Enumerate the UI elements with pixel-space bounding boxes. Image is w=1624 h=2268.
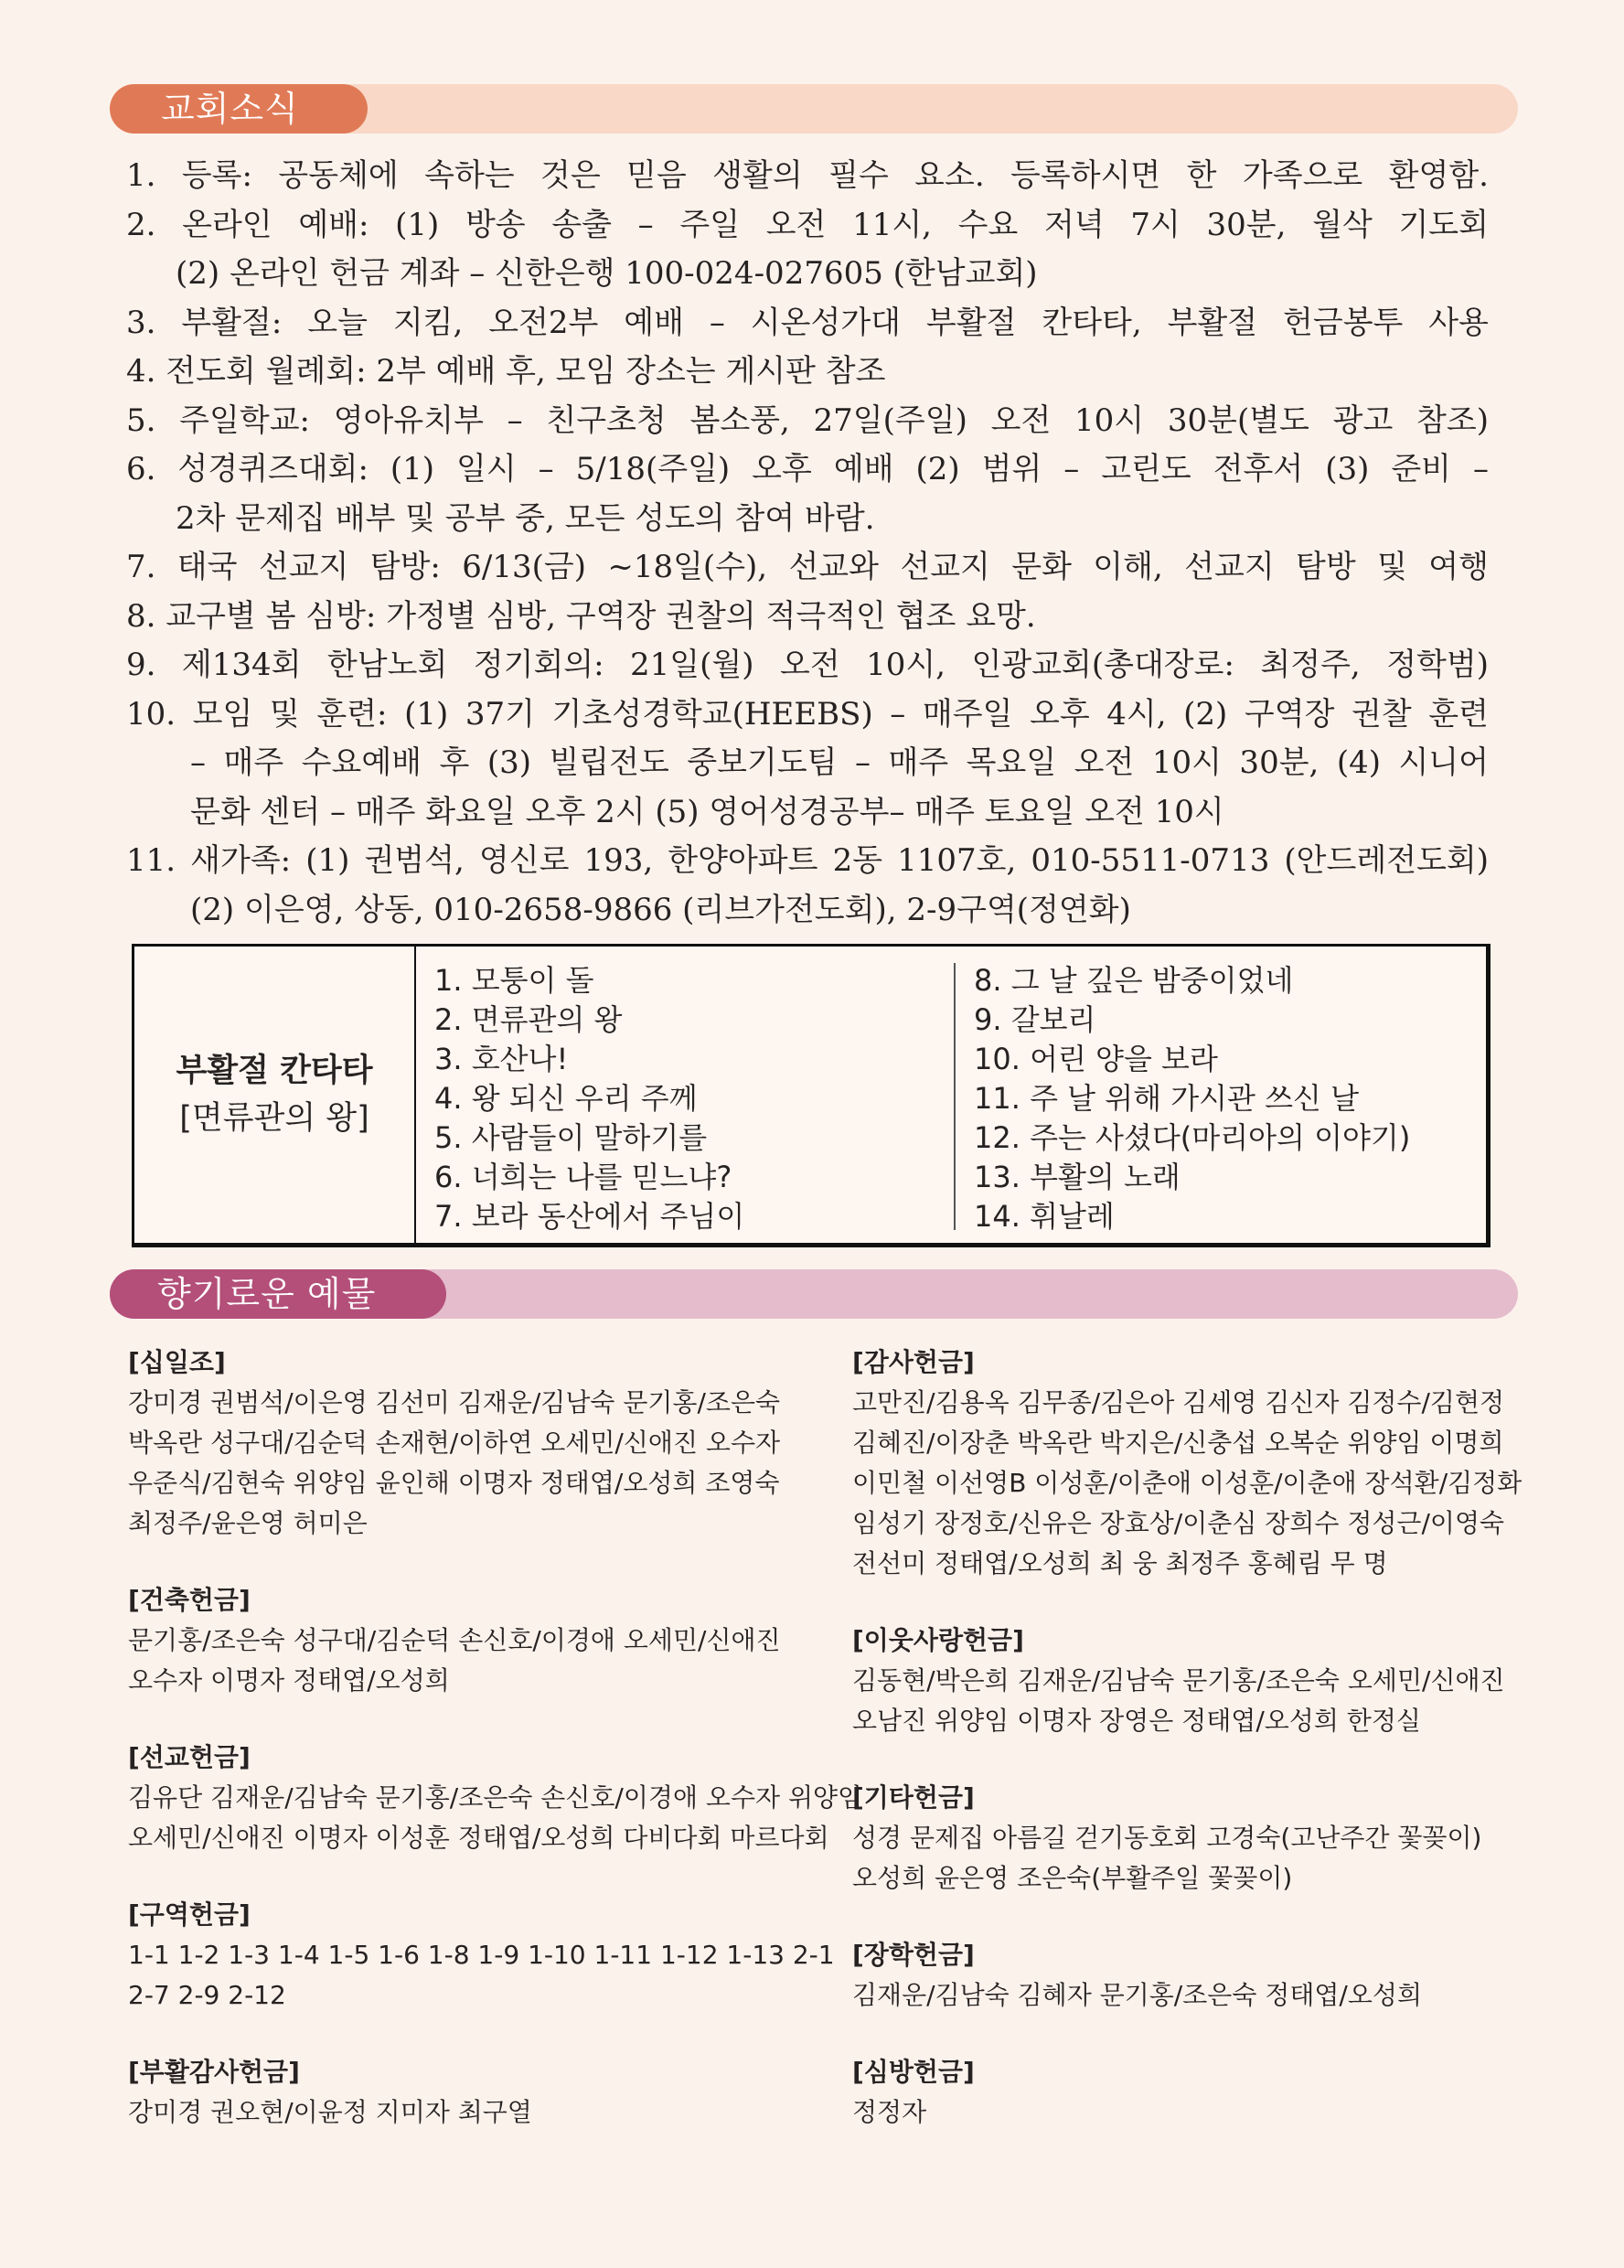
- news-item-line: 2차 문제집 배부 및 공부 중, 모든 성도의 참여 바람.: [176, 499, 875, 537]
- news-item: [126, 397, 1489, 446]
- news-item: [126, 299, 1489, 348]
- news-item-line: – 매주 수요예배 후 (3) 빌립전도 중보기도팀 – 매주 목요일 오전 10시 30분, (4) 시니어: [190, 744, 1489, 781]
- offering-group: [128, 1895, 835, 2016]
- news-item-line: 9. 제134회 한남노회 정기회의: 21일(월) 오전 10시, 인광교회(총대장로: 최정주, 정학범): [126, 647, 1489, 683]
- offering-group-title: [이웃사랑헌금]: [852, 1625, 1024, 1655]
- offering-donors-line: 오남진 위양임 이명자 장영은 정태엽/오성희 한정실: [852, 1706, 1421, 1736]
- cantata-title-cell: [134, 947, 416, 1243]
- news-item-line: 10. 모임 및 훈련: (1) 37기 기초성경학교(HEEBS) – 매주일 오후 4시, (2) 구역장 권찰 훈련: [126, 695, 1489, 733]
- offering-group: [852, 2052, 1492, 2133]
- offering-donors-line: 박옥란 성구대/김순덕 손재현/이하연 오세민/신애진 오수자: [128, 1428, 781, 1458]
- cantata-song: 3. 호산나!: [434, 1042, 569, 1076]
- offerings-section-header: [110, 1269, 1518, 1319]
- offering-group: [852, 1621, 1505, 1741]
- offering-donors-line: 오수자 이명자 정태엽/오성희: [128, 1665, 450, 1696]
- news-item-line: 4. 전도회 월례회: 2부 예배 후, 모임 장소는 게시판 참조: [126, 353, 886, 390]
- offering-donors-line: 강미경 권오현/이윤정 지미자 최구열: [128, 2097, 532, 2127]
- news-section-header: [110, 84, 1518, 134]
- news-item-line: (2) 온라인 헌금 계좌 – 신한은행 100-024-027605 (한남교회): [176, 255, 1038, 292]
- cantata-song: 10. 어린 양을 보라: [974, 1042, 1218, 1076]
- offering-group: [128, 1580, 781, 1701]
- news-item: [126, 152, 1489, 201]
- cantata-song: 9. 갈보리: [974, 1002, 1096, 1037]
- news-item: [126, 641, 1489, 690]
- cantata-song-list-left: [434, 961, 946, 1236]
- news-item-line: 2. 온라인 예배: (1) 방송 송출 – 주일 오전 11시, 수요 저녁 7시 30분, 월삭 기도회: [126, 206, 1489, 243]
- offering-group: [128, 1738, 863, 1858]
- news-item: [126, 837, 1489, 935]
- cantata-song: 8. 그 날 깊은 밤중이었네: [974, 963, 1294, 998]
- cantata-song: 6. 너희는 나를 믿느냐?: [434, 1160, 732, 1194]
- offering-donors-line: 성경 문제집 아름길 걷기동호회 고경숙(고난주간 꽃꽂이): [852, 1823, 1482, 1853]
- offering-group-title: [심방헌금]: [852, 2057, 975, 2087]
- news-item-line: 1. 등록: 공동체에 속하는 것은 믿음 생활의 필수 요소. 등록하시면 한 가족으로 환영함.: [126, 157, 1489, 194]
- offering-group: [852, 1343, 1522, 1584]
- offering-donors-line: 우준식/김현숙 위양임 윤인해 이명자 정태엽/오성희 조영숙: [128, 1468, 780, 1498]
- cantata-song: 4. 왕 되신 우리 주께: [434, 1081, 698, 1116]
- offering-donors-line: 강미경 권범석/이은영 김선미 김재운/김남숙 문기홍/조은숙: [128, 1387, 781, 1418]
- cantata-song: 13. 부활의 노래: [974, 1160, 1181, 1194]
- offering-donors-line: 김유단 김재운/김남숙 문기홍/조은숙 손신호/이경애 오수자 위양임: [128, 1782, 863, 1813]
- offering-donors-line: 김동현/박은희 김재운/김남숙 문기홍/조은숙 오세민/신애진: [852, 1665, 1505, 1696]
- offerings-section-title: 향기로운 예물: [110, 1269, 446, 1319]
- offering-donors-line: 이민철 이선영B 이성훈/이춘애 이성훈/이춘애 장석환/김정화: [852, 1468, 1522, 1498]
- offering-donors-line: 오세민/신애진 이명자 이성훈 정태엽/오성희 다비다회 마르다회: [128, 1823, 829, 1853]
- offering-group-title: [장학헌금]: [852, 1940, 975, 1970]
- news-item-line: 3. 부활절: 오늘 지킴, 오전2부 예배 – 시온성가대 부활절 칸타타, 부활절 헌금봉투 사용: [126, 304, 1489, 341]
- offerings-column-right: [852, 1343, 1522, 2133]
- offering-donors-line: 고만진/김용옥 김무종/김은아 김세영 김신자 김정수/김현정: [852, 1387, 1505, 1418]
- cantata-song: 7. 보라 동산에서 주님이: [434, 1199, 745, 1234]
- news-item-line: 문화 센터 – 매주 화요일 오후 2시 (5) 영어성경공부– 매주 토요일 오전 10시: [190, 793, 1224, 830]
- cantata-song: 11. 주 날 위해 가시관 쓰신 날: [974, 1081, 1360, 1116]
- news-item-line: 6. 성경퀴즈대회: (1) 일시 – 5/18(주일) 오후 예배 (2) 범위 – 고린도 전후서 (3) 준비 –: [126, 451, 1489, 487]
- offering-group-title: [기타헌금]: [852, 1782, 975, 1813]
- offering-donors-line: 1-1 1-2 1-3 1-4 1-5 1-6 1-8 1-9 1-10 1-11 1-12 1-13 2-1: [128, 1940, 835, 1970]
- cantata-song: 14. 휘날레: [974, 1199, 1115, 1234]
- offering-group-title: [감사헌금]: [852, 1347, 975, 1377]
- news-item-line: (2) 이은영, 상동, 010-2658-9866 (리브가전도회), 2-9구역(정연화): [190, 891, 1131, 928]
- cantata-song: 5. 사람들이 말하기를: [434, 1120, 708, 1155]
- offering-group: [128, 1343, 781, 1544]
- cantata-song: 2. 면류관의 왕: [434, 1002, 623, 1037]
- cantata-song: 1. 모퉁이 돌: [434, 963, 594, 998]
- news-item-line: 11. 새가족: (1) 권범석, 영신로 193, 한양아파트 2동 1107호, 010-5511-0713 (안드레전도회): [126, 842, 1489, 879]
- offerings-column-left: [128, 1343, 863, 2133]
- offering-group-title: [십일조]: [128, 1347, 226, 1377]
- news-item: [126, 690, 1489, 838]
- news-list: [126, 152, 1489, 935]
- news-section-title: 교회소식: [110, 84, 368, 134]
- offering-group-title: [구역헌금]: [128, 1899, 251, 1930]
- offering-donors-line: 임성기 장정호/신유은 장효상/이춘심 장희수 정성근/이영숙: [852, 1508, 1505, 1538]
- offering-group-title: [선교헌금]: [128, 1742, 251, 1772]
- cantata-box: [132, 944, 1490, 1247]
- offering-donors-line: 문기홍/조은숙 성구대/김순덕 손신호/이경애 오세민/신애진: [128, 1625, 781, 1655]
- news-item-line: 8. 교구별 봄 심방: 가정별 심방, 구역장 권찰의 적극적인 협조 요망.: [126, 597, 1036, 635]
- cantata-title: 부활절 칸타타: [176, 1053, 373, 1089]
- offering-group-title: [부활감사헌금]: [128, 2057, 300, 2087]
- offering-donors-line: 최정주/윤은영 허미은: [128, 1508, 368, 1538]
- news-item: [126, 348, 1489, 397]
- offering-donors-line: 오성희 윤은영 조은숙(부활주일 꽃꽂이): [852, 1863, 1293, 1893]
- offering-donors-line: 김혜진/이장춘 박옥란 박지은/신충섭 오복순 위양임 이명희: [852, 1428, 1504, 1458]
- song-column-divider: [954, 963, 956, 1230]
- offering-group: [852, 1778, 1492, 1899]
- news-item: [126, 593, 1489, 642]
- cantata-song: 12. 주는 사셨다(마리아의 이야기): [974, 1120, 1411, 1155]
- offering-donors-line: 2-7 2-9 2-12: [128, 1980, 286, 2010]
- news-item-line: 5. 주일학교: 영아유치부 – 친구초청 봄소풍, 27일(주일) 오전 10시 30분(별도 광고 참조): [126, 401, 1489, 439]
- news-item-line: 7. 태국 선교지 탐방: 6/13(금) ~18일(수), 선교와 선교지 문화 이해, 선교지 탐방 및 여행: [126, 549, 1489, 585]
- offering-group: [128, 2052, 768, 2133]
- offering-donors-line: 정정자: [852, 2097, 927, 2127]
- news-item: [126, 543, 1489, 593]
- news-item: [126, 201, 1489, 299]
- news-item: [126, 445, 1489, 543]
- offering-group-title: [건축헌금]: [128, 1585, 251, 1615]
- cantata-subtitle: [면류관의 왕]: [179, 1100, 369, 1137]
- offering-group: [852, 1935, 1492, 2016]
- offering-donors-line: 전선미 정태엽/오성희 최 웅 최정주 홍혜림 무 명: [852, 1548, 1388, 1578]
- cantata-song-list-right: [974, 961, 1468, 1236]
- offering-donors-line: 김재운/김남숙 김혜자 문기홍/조은숙 정태엽/오성희: [852, 1980, 1423, 2010]
